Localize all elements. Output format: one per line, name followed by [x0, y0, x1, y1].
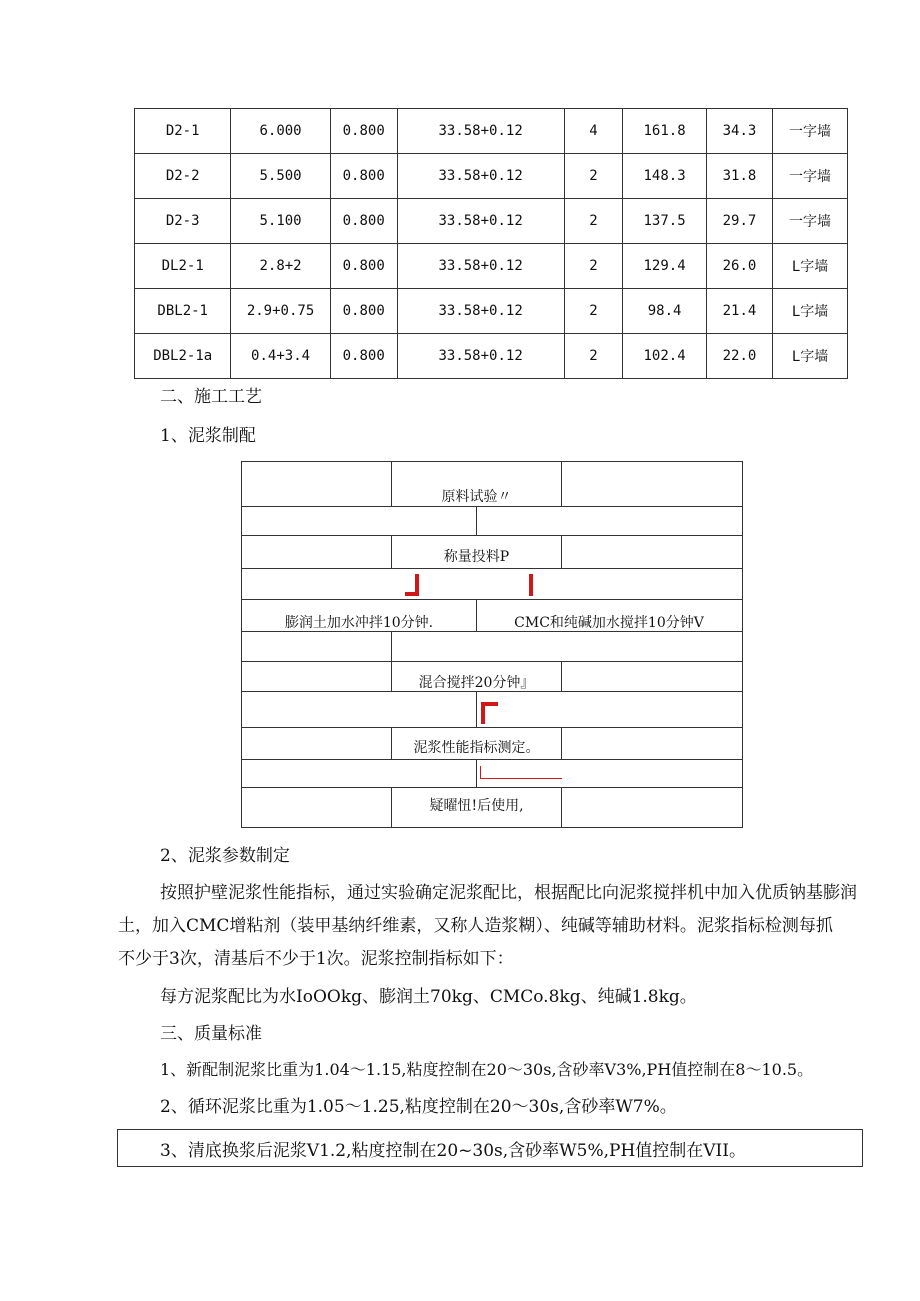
flow-step-cmc-soda-mix: CMC和纯碱加水搅拌10分钟V: [514, 615, 704, 631]
table-cell: 0.4+3.4: [231, 334, 330, 379]
table-cell: 2.8+2: [231, 244, 330, 289]
flow-step-bentonite-mix: 膨润土加水冲拌10分钟.: [284, 615, 434, 631]
mud-prep-flowchart: [241, 461, 743, 828]
table-cell: 33.58+0.12: [397, 109, 564, 154]
table-row: [135, 109, 848, 154]
body-paragraph-line-2: 土，加入CMC增粘剂（装甲基纳纤维素，又称人造浆糊）、纯碱等辅助材料。泥浆指标检测每抓: [118, 916, 833, 936]
body-paragraph-line-3: 不少于3次，清基后不少于1次。泥浆控制指标如下：: [118, 949, 514, 969]
table-cell: 148.3: [623, 154, 707, 199]
table-cell: 33.58+0.12: [397, 199, 564, 244]
table-cell: 161.8: [623, 109, 707, 154]
table-cell: L字墙: [773, 334, 848, 379]
section-title-quality: 三、质量标准: [160, 1024, 262, 1044]
table-cell: 33.58+0.12: [397, 154, 564, 199]
table-cell: D2-3: [135, 199, 231, 244]
subsection-title-mud-prep: 1、泥浆制配: [160, 426, 256, 446]
table-cell: D2-2: [135, 154, 231, 199]
table-cell: 98.4: [623, 289, 707, 334]
quality-item-3: 3、清底换浆后泥浆V1.2,粘度控制在20~30s,含砂率W5%,PH值控制在VII。: [160, 1141, 746, 1161]
flow-step-performance-test: 泥浆性能指标测定。: [413, 740, 540, 756]
quality-item-2: 2、循环泥浆比重为1.05～1.25,粘度控制在20～30s,含砂率W7%。: [160, 1097, 677, 1117]
table-cell: 22.0: [706, 334, 772, 379]
table-cell: 2: [564, 289, 623, 334]
flow-step-weigh-feed: 称量投料P: [443, 549, 510, 565]
table-cell: 0.800: [330, 199, 397, 244]
table-row: [135, 244, 848, 289]
table-cell: 102.4: [623, 334, 707, 379]
table-cell: 0.800: [330, 334, 397, 379]
table-cell: 29.7: [706, 199, 772, 244]
table-cell: 0.800: [330, 154, 397, 199]
body-paragraph-line-1: 按照护壁泥浆性能指标，通过实验确定泥浆配比，根据配比向泥浆搅拌机中加入优质钠基膨润: [160, 883, 857, 903]
table-cell: 33.58+0.12: [397, 334, 564, 379]
table-cell: 129.4: [623, 244, 707, 289]
mix-ratio-paragraph: 每方泥浆配比为水IoOOkg、膨润土70kg、CMCo.8kg、纯碱1.8kg。: [160, 987, 697, 1007]
table-cell: L字墙: [773, 289, 848, 334]
table-cell: 一字墙: [773, 154, 848, 199]
table-cell: 21.4: [706, 289, 772, 334]
table-cell: 2: [564, 199, 623, 244]
table-row: [135, 289, 848, 334]
table-cell: 2: [564, 154, 623, 199]
table-cell: DBL2-1: [135, 289, 231, 334]
table-cell: DBL2-1a: [135, 334, 231, 379]
table-cell: 0.800: [330, 109, 397, 154]
table-cell: 33.58+0.12: [397, 244, 564, 289]
table-cell: L字墙: [773, 244, 848, 289]
table-cell: 一字墙: [773, 109, 848, 154]
table-cell: 31.8: [706, 154, 772, 199]
table-row: [135, 199, 848, 244]
table-row: [135, 154, 848, 199]
table-cell: D2-1: [135, 109, 231, 154]
table-cell: 33.58+0.12: [397, 289, 564, 334]
table-cell: 5.500: [231, 154, 330, 199]
flow-step-use: 疑曜忸!后使用,: [429, 798, 524, 814]
table-cell: 6.000: [231, 109, 330, 154]
table-row: [135, 334, 848, 379]
table-cell: 2.9+0.75: [231, 289, 330, 334]
quality-item-1: 1、新配制泥浆比重为1.04～1.15,粘度控制在20～30s,含砂率V3%,PH值控制在8～10.5。: [160, 1060, 814, 1079]
table-cell: 26.0: [706, 244, 772, 289]
table-cell: 34.3: [706, 109, 772, 154]
table-cell: 4: [564, 109, 623, 154]
subsection-title-mud-params: 2、泥浆参数制定: [160, 846, 290, 866]
flow-step-combined-mix: 混合搅拌20分钟』: [418, 675, 535, 691]
table-cell: 2: [564, 244, 623, 289]
wall-table: [134, 108, 848, 379]
table-cell: 一字墙: [773, 199, 848, 244]
table-cell: 0.800: [330, 244, 397, 289]
table-cell: DL2-1: [135, 244, 231, 289]
table-cell: 5.100: [231, 199, 330, 244]
table-cell: 0.800: [330, 289, 397, 334]
flow-step-raw-material-test: 原料试验〃: [441, 489, 512, 505]
section-title-process: 二、施工工艺: [160, 387, 262, 407]
table-cell: 137.5: [623, 199, 707, 244]
table-cell: 2: [564, 334, 623, 379]
